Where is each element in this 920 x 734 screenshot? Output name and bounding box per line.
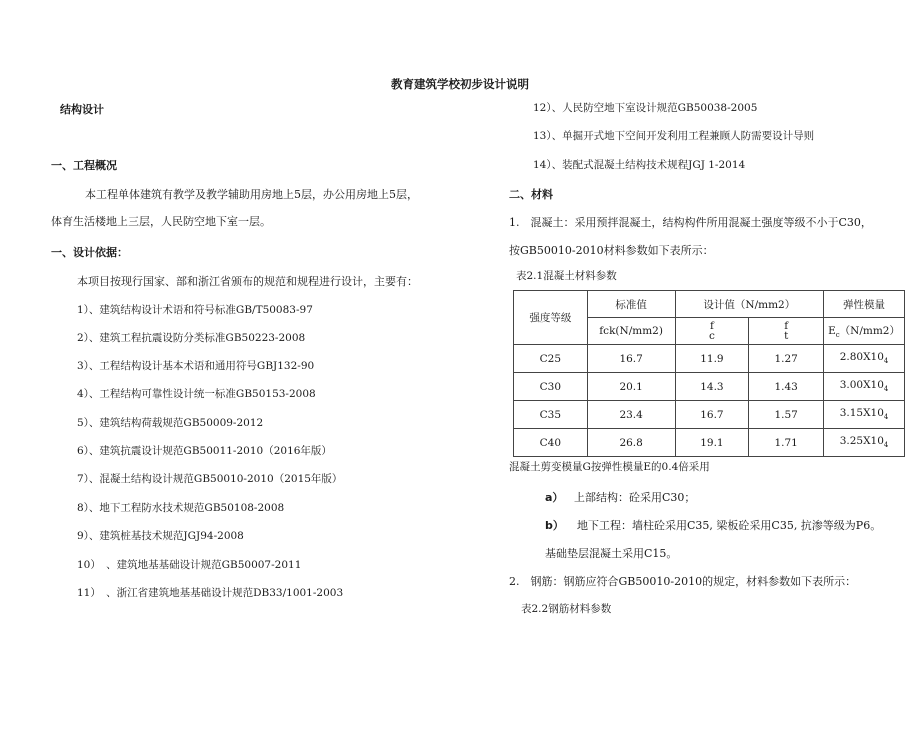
header-grade: 强度等级 — [514, 291, 588, 345]
header-fc: f c — [675, 318, 749, 345]
shear-note: 混凝土剪变模量G按弹性模量E的0.4倍采用 — [509, 461, 710, 473]
standard-item: 2）、建筑工程抗震设防分类标准GB50223-2008 — [77, 332, 306, 344]
s3-heading: 二、材料 — [509, 188, 553, 201]
standard-item: 5）、建筑结构荷载规范GB50009-2012 — [77, 417, 264, 429]
s1-para-line2: 体育生活楼地上三层，人民防空地下室一层。 — [51, 215, 271, 228]
item-a-label: a） — [545, 491, 564, 504]
standard-item: 3）、工程结构设计基本术语和通用符号GBJ132-90 — [77, 360, 315, 372]
s2-heading: 一、设计依据： — [51, 246, 128, 259]
standard-item: 4）、工程结构可靠性设计统一标准GB50153-2008 — [77, 388, 316, 400]
rebar-line: 2. 钢筋：钢筋应符合GB50010-2010的规定，材料参数如下表所示： — [509, 575, 857, 588]
header-elastic: 弹性模量 — [824, 291, 905, 318]
s1-heading: 一、工程概况 — [51, 159, 117, 172]
header-standard: 标准值 — [587, 291, 675, 318]
s2-intro: 本项目按现行国家、部和浙江省颁布的规范和规程进行设计，主要有： — [77, 275, 418, 288]
standard-item: 12）、人民防空地下室设计规范GB50038-2005 — [533, 102, 758, 114]
table-row: C40 26.8 19.1 1.71 $3.25X10_4$ — [514, 429, 905, 457]
item-b-label: b） — [545, 519, 564, 532]
standard-item: 6）、建筑抗震设计规范GB50011-2010（2016年版） — [77, 445, 332, 457]
standard-item: 8）、地下工程防水技术规范GB50108-2008 — [77, 502, 285, 514]
standard-item: 10） 、建筑地基基础设计规范GB50007-2011 — [77, 559, 302, 571]
table-row: C30 20.1 14.3 1.43 $3.00X10_4$ — [514, 373, 905, 401]
table-row: C35 23.4 16.7 1.57 $3.15X10_4$ — [514, 401, 905, 429]
standard-item: 11） 、浙江省建筑地基基础设计规范DB33/1001-2003 — [77, 587, 344, 599]
standard-item: 9）、建筑桩基技术规范JGJ94-2008 — [77, 530, 244, 542]
table1-caption: 表2.1混凝土材料参数 — [516, 270, 617, 282]
section-structure-heading: 结构设计 — [60, 103, 104, 116]
concrete-line1: 1. 混凝土：采用预拌混凝土，结构构件所用混凝土强度等级不小于C30， — [509, 216, 872, 229]
doc-title: 教育建筑学校初步设计说明 — [391, 77, 529, 91]
table-row: C25 16.7 11.9 1.27 $2.80X10_4$ — [514, 345, 905, 373]
header-ft: f t — [749, 318, 824, 345]
item-b-text: 地下工程：墙柱砼采用C35, 梁板砼采用C35, 抗渗等级为P6。 — [577, 519, 882, 532]
standard-item: 7）、混凝土结构设计规范GB50010-2010（2015年版） — [77, 473, 343, 485]
header-fck: fck(N/mm2) — [587, 318, 675, 345]
item-a-text: 上部结构：砼采用C30； — [574, 491, 696, 504]
standard-item: 14）、装配式混凝土结构技术规程JGJ 1-2014 — [533, 159, 746, 171]
standard-item: 13）、单掘开式地下空间开发利用工程兼顾人防需要设计导则 — [533, 130, 815, 142]
standard-item: 1）、建筑结构设计术语和符号标准GB/T50083-97 — [77, 304, 313, 316]
table2-caption: 表2.2钢筋材料参数 — [521, 603, 612, 615]
concrete-parameters-table — [513, 290, 905, 457]
header-ec: $E_c(N/mm2)$ — [824, 318, 905, 345]
header-design: 设计值（N/mm2） — [675, 291, 824, 318]
cushion-text: 基础垫层混凝土采用C15。 — [545, 547, 678, 560]
concrete-line2: 按GB50010-2010材料参数如下表所示： — [509, 244, 714, 257]
s1-para-line1: 本工程单体建筑有教学及教学辅助用房地上5层，办公用房地上5层， — [85, 188, 418, 201]
